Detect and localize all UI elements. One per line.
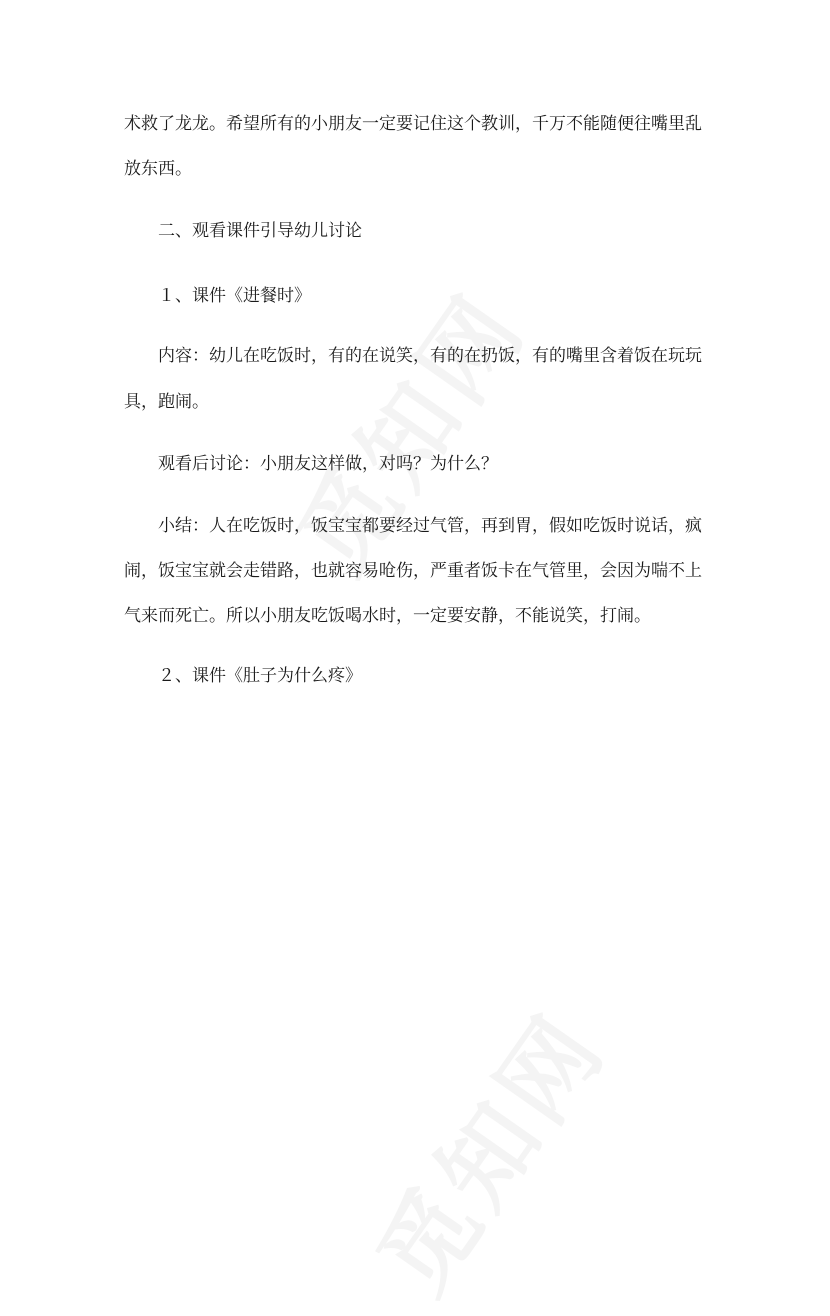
text-line: 闹，饭宝宝就会走错路，也就容易呛伤，严重者饭卡在气管里，会因为喘不上: [124, 561, 702, 581]
text-line: 气来而死亡。所以小朋友吃饭喝水时，一定要安静，不能说笑，打闹。: [124, 606, 651, 626]
text-line: 术救了龙龙。希望所有的小朋友一定要记住这个教训，千万不能随便往嘴里乱: [124, 114, 702, 134]
text-line: 小结：人在吃饭时，饭宝宝都要经过气管，再到胃，假如吃饭时说话，疯: [158, 516, 702, 536]
text-line: 具，跑闹。: [124, 392, 209, 412]
text-line: 观看后讨论：小朋友这样做，对吗？为什么？: [158, 454, 498, 474]
watermark: [260, 261, 551, 595]
section-heading: 二、观看课件引导幼儿讨论: [158, 221, 362, 241]
text-line: 放东西。: [124, 159, 192, 179]
subsection-heading: １、课件《进餐时》: [158, 286, 311, 306]
watermark: [340, 981, 631, 1315]
subsection-heading: ２、课件《肚子为什么疼》: [158, 666, 362, 686]
text-line: 内容：幼儿在吃饭时，有的在说笑，有的在扔饭，有的嘴里含着饭在玩玩: [158, 346, 702, 366]
